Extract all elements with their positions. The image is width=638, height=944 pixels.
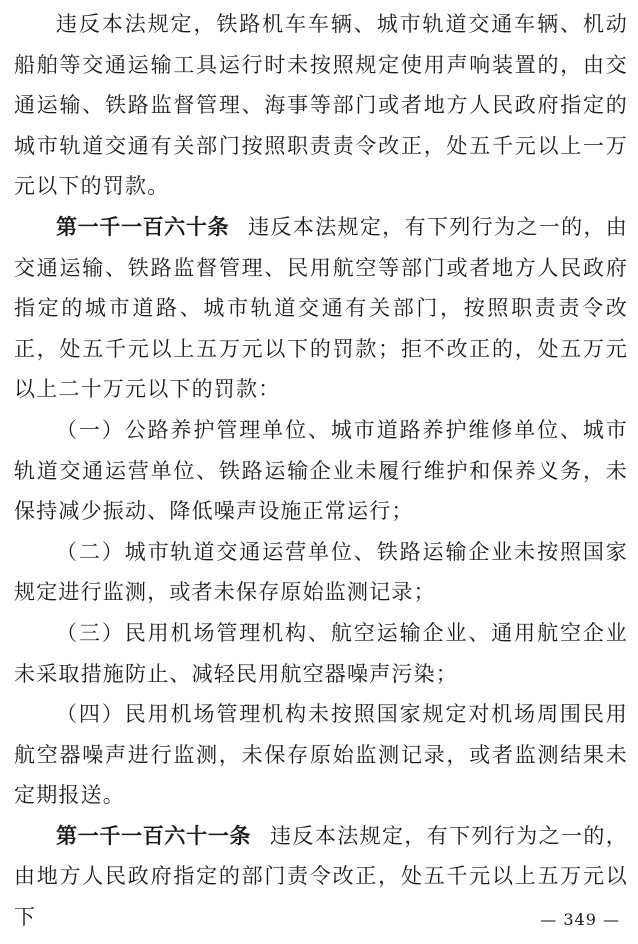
- paragraph-1-text: 违反本法规定，铁路机车车辆、城市轨道交通车辆、机动船舶等交通运输工具运行时未按照规定使用声响装置的，由交通运输、铁路监督管理、海事等部门或者地方人民政府指定的城市轨道交通有关部门按照职责责令改正，处五千元以上一万元以下的罚款。: [14, 12, 628, 199]
- item-3-text: （三）民用机场管理机构、航空运输企业、通用航空企业未采取措施防止、减轻民用航空器噪声污染；: [14, 620, 628, 686]
- paragraph-2-text: 违反本法规定，有下列行为之一的，由交通运输、铁路监督管理、民用航空等部门或者地方人民政府指定的城市道路、城市轨道交通有关部门，按照职责责令改正，处五千元以上五万元以下的罚款；拒不改正的，处五万元以上二十万元以下的罚款：: [14, 214, 628, 402]
- article-number-1161: 第一千一百六十一条: [56, 823, 252, 848]
- article-number-1160: 第一千一百六十条: [56, 214, 230, 239]
- paragraph-7-text: 违反本法规定，有下列行为之一的，由地方人民政府指定的部门责令改正，处五千元以上五万元以下: [14, 823, 628, 930]
- item-1-text: （一）公路养护管理单位、城市道路养护维修单位、城市轨道交通运营单位、铁路运输企业未履行维护和保养义务，未保持减少振动、降低噪声设施正常运行；: [14, 417, 628, 524]
- paragraph-item-1: [14, 410, 628, 532]
- paragraph-7: [14, 816, 628, 938]
- document-page: [14, 4, 628, 938]
- item-4-text: （四）民用机场管理机构未按照国家规定对机场周围民用航空器噪声进行监测，未保存原始监测记录，或者监测结果未定期报送。: [14, 702, 628, 808]
- paragraph-item-3: [14, 613, 628, 694]
- item-2-text: （二）城市轨道交通运营单位、铁路运输企业未按照国家规定进行监测，或者未保存原始监测记录；: [14, 539, 628, 605]
- paragraph-1: [14, 4, 628, 207]
- page-number: — 349 —: [540, 910, 620, 929]
- paragraph-item-4: [14, 694, 628, 816]
- paragraph-2: [14, 207, 628, 410]
- paragraph-item-2: [14, 532, 628, 613]
